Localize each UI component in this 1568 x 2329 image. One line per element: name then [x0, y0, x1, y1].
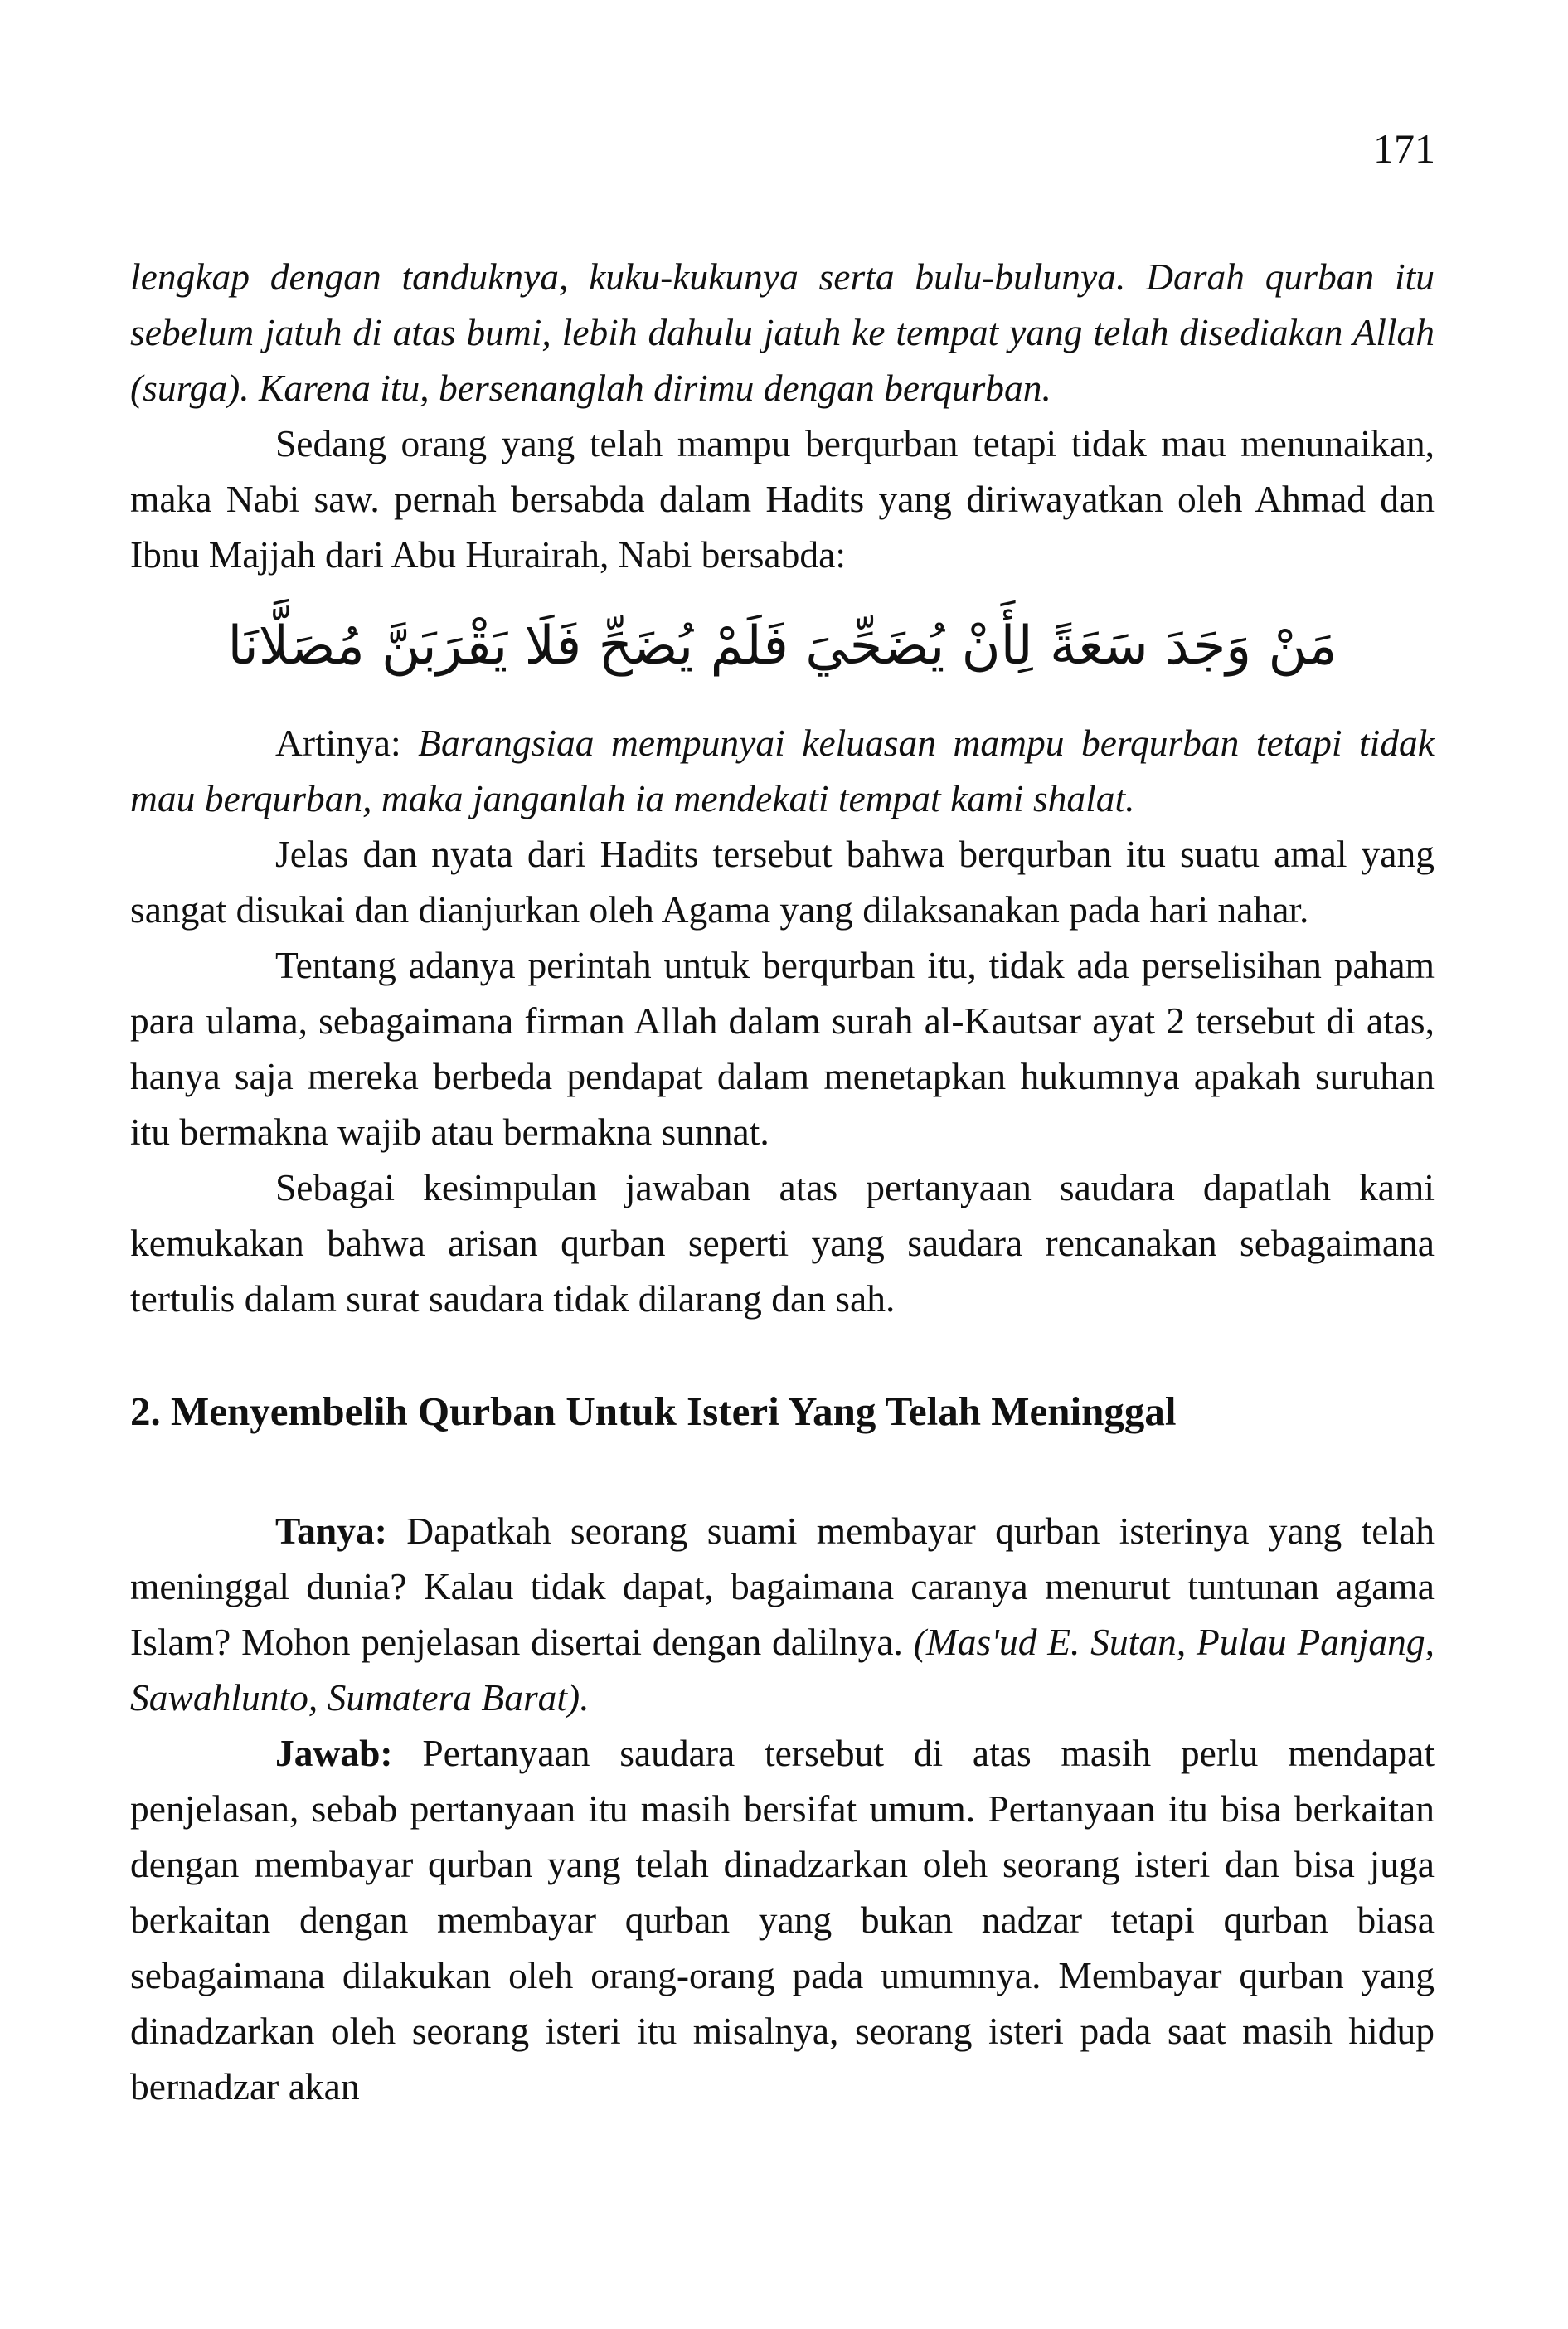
- section-heading: 2. Menyembelih Qurban Untuk Isteri Yang Telah Meninggal: [130, 1388, 1177, 1434]
- arabic-hadith-text: مَنْ وَجَدَ سَعَةً لِأَنْ يُضَحِّيَ فَلَمْ يُضَحِّ فَلَا يَقْرَبَنَّ مُصَلَّانَا: [227, 615, 1337, 677]
- paragraph-translation: [130, 715, 1435, 826]
- page-number: 171: [1373, 125, 1435, 172]
- answer-paragraph: [130, 1725, 1435, 2114]
- question-paragraph: [130, 1503, 1435, 1725]
- answer-label: Jawab:: [275, 1732, 393, 1774]
- paragraph-hadith-intro: Sedang orang yang telah mampu berqurban tetapi tidak mau menunaikan, maka Nabi saw. pernah bersabda dalam Hadits yang diriwayatkan oleh Ahmad dan Ibnu Majjah dari Abu Hurairah, Nabi bersabda:: [130, 422, 1435, 576]
- question-source: (Mas'ud E. Sutan, Pulau Panjang, Sawahlunto, Sumatera Barat).: [130, 1621, 1435, 1719]
- translation-label: Artinya:: [275, 722, 401, 764]
- translation-text: Barangsiaa mempunyai keluasan mampu berqurban tetapi tidak mau berqurban, maka janganlah ia mendekati tempat kami shalat.: [130, 722, 1435, 819]
- answer-text: Pertanyaan saudara tersebut di atas masih perlu mendapat penjelasan, sebab pertanyaan itu masih bersifat umum. Pertanyaan itu bisa berkaitan dengan membayar qurban yang telah dinadzarkan oleh seorang isteri dan bisa juga berkaitan dengan membayar qurban yang bukan nadzar tetapi qurban biasa sebagaimana dilakukan oleh orang-orang pada umumnya. Membayar qurban yang dinadzarkan oleh seorang isteri itu misalnya, seorang isteri pada saat masih hidup bernadzar akan: [130, 1732, 1435, 2108]
- page-body: [130, 249, 1435, 2114]
- paragraph-conclusion-hadith: Jelas dan nyata dari Hadits tersebut bahwa berqurban itu suatu amal yang sangat disukai dan dianjurkan oleh Agama yang dilaksanakan pada hari nahar.: [130, 833, 1435, 931]
- question-label: Tanya:: [275, 1510, 387, 1552]
- question-text: Dapatkah seorang suami membayar qurban isterinya yang telah meninggal dunia? Kalau tidak dapat, bagaimana caranya menurut tuntunan agama Islam? Mohon penjelasan disertai dengan dalilnya.: [130, 1510, 1435, 1663]
- paragraph-quote-continuation: lengkap dengan tanduknya, kuku-kukunya serta bulu-bulunya. Darah qurban itu sebelum jatuh di atas bumi, lebih dahulu jatuh ke tempat yang telah disediakan Allah (surga). Karena itu, bersenanglah dirimu dengan berqurban.: [130, 255, 1435, 409]
- paragraph-ulama-opinion: Tentang adanya perintah untuk berqurban itu, tidak ada perselisihan paham para ulama, sebagaimana firman Allah dalam surah al-Kautsar ayat 2 tersebut di atas, hanya saja mereka berbeda pendapat dalam menetapkan hukumnya apakah suruhan itu bermakna wajib atau bermakna sunnat.: [130, 944, 1435, 1153]
- paragraph-summary: Sebagai kesimpulan jawaban atas pertanyaan saudara dapatlah kami kemukakan bahwa arisan qurban seperti yang saudara rencanakan sebagaimana tertulis dalam surat saudara tidak dilarang dan sah.: [130, 1166, 1435, 1320]
